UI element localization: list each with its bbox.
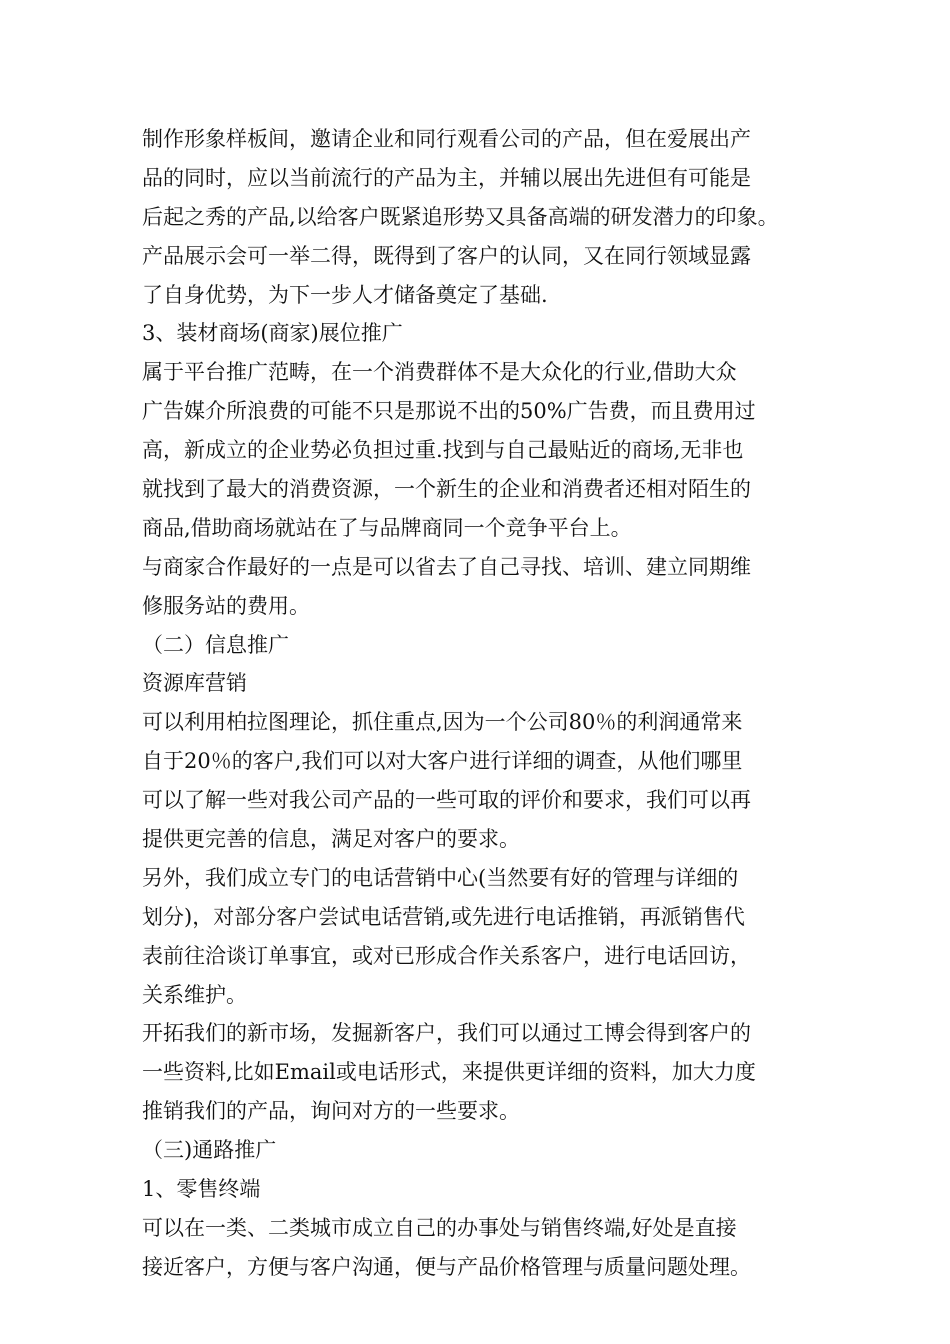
text-line: 关系维护。: [142, 982, 247, 1007]
section-heading: 资源库营销: [142, 671, 247, 696]
text-line: 属于平台推广范畴，在一个消费群体不是大众化的行业,借助大众: [142, 360, 737, 385]
text-line: 产品展示会可一举二得，既得到了客户的认同，又在同行领域显露: [142, 243, 751, 268]
text-line: 自于20％的客户,我们可以对大客户进行详细的调查，从他们哪里: [142, 749, 743, 774]
document-body: [142, 120, 822, 1287]
text-line: 可以利用柏拉图理论，抓住重点,因为一个公司80％的利润通常来: [142, 710, 743, 735]
text-line: 开拓我们的新市场，发掘新客户，我们可以通过工博会得到客户的: [142, 1021, 751, 1046]
text-line: 了自身优势，为下一步人才储备奠定了基础.: [142, 282, 548, 307]
text-line: 推销我们的产品，询问对方的一些要求。: [142, 1099, 520, 1124]
text-line: 另外，我们成立专门的电话营销中心(当然要有好的管理与详细的: [142, 865, 739, 890]
text-line: 商品,借助商场就站在了与品牌商同一个竞争平台上。: [142, 515, 632, 540]
text-line: 划分)，对部分客户尝试电话营销,或先进行电话推销，再派销售代: [142, 904, 745, 929]
section-heading: 3、装材商场(商家)展位推广: [142, 321, 403, 346]
section-heading: （二）信息推广: [142, 632, 289, 657]
text-line: 后起之秀的产品,以给客户既紧追形势又具备高端的研发潜力的印象。: [142, 204, 779, 229]
text-line: 制作形象样板间，邀请企业和同行观看公司的产品，但在爱展出产: [142, 127, 751, 151]
text-line: 提供更完善的信息，满足对客户的要求。: [142, 827, 520, 852]
section-heading: 1、零售终端: [142, 1177, 261, 1202]
text-line: 修服务站的费用。: [142, 593, 310, 618]
text-line: 广告媒介所浪费的可能不只是那说不出的50%广告费，而且费用过: [142, 399, 756, 424]
text-line: 就找到了最大的消费资源，一个新生的企业和消费者还相对陌生的: [142, 477, 751, 502]
text-line: 接近客户，方便与客户沟通，便与产品价格管理与质量问题处理。: [142, 1254, 751, 1279]
text-line: 高，新成立的企业势必负担过重.找到与自己最贴近的商场,无非也: [142, 438, 744, 463]
text-line: 可以了解一些对我公司产品的一些可取的评价和要求，我们可以再: [142, 788, 751, 813]
text-line: 品的同时，应以当前流行的产品为主，并辅以展出先进但有可能是: [142, 165, 751, 190]
text-line: 与商家合作最好的一点是可以省去了自己寻找、培训、建立同期维: [142, 554, 751, 579]
text-line: 表前往洽谈订单事宜，或对已形成合作关系客户，进行电话回访，: [142, 943, 751, 968]
text-line: 可以在一类、二类城市成立自己的办事处与销售终端,好处是直接: [142, 1215, 737, 1240]
text-line: 一些资料,比如Email或电话形式，来提供更详细的资料，加大力度: [142, 1060, 756, 1085]
section-heading: （三)通路推广: [142, 1138, 277, 1163]
